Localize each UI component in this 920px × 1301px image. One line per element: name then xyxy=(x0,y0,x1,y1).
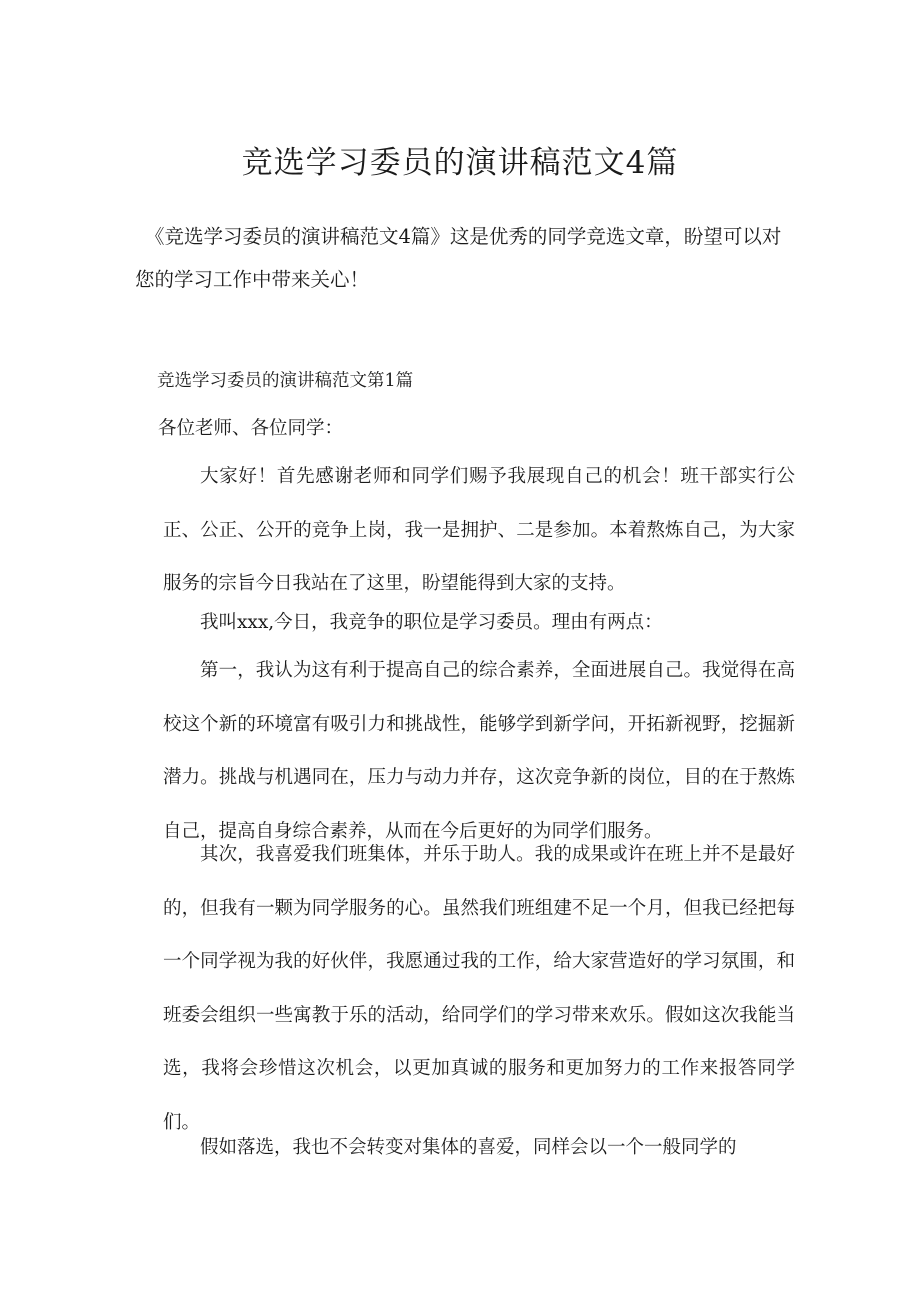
document-title: 竞选学习委员的演讲稿范文4篇 xyxy=(241,145,679,181)
body-paragraph: 假如落选，我也不会转变对集体的喜爱，同样会以一个一般同学的 xyxy=(200,1137,737,1158)
body-paragraph: 大家好！首先感谢老师和同学们赐予我展现自己的机会！班干部实行公正、公正、公开的竞争上岗，我一是拥护、二是参加。本着熬炼自己，为大家服务的宗旨今日我站在了这里，盼望能得到大家的支持。 xyxy=(163,466,795,594)
intro-paragraph: 《竞选学习委员的演讲稿范文4篇》这是优秀的同学竞选文章，盼望可以对您的学习工作中带来关心！ xyxy=(135,225,782,291)
salutation: 各位老师、各位同学： xyxy=(158,418,344,439)
body-paragraph: 其次，我喜爱我们班集体，并乐于助人。我的成果或许在班上并不是最好的，但我有一颗为同学服务的心。虽然我们班组建不足一个月，但我已经把每一个同学视为我的好伙伴，我愿通过我的工作，给大家营造好的学习氛围，和班委会组织一些寓教于乐的活动，给同学们的学习带来欢乐。假如这次我能当选，我将会珍惜这次机会，以更加真诚的服务和更加努力的工作来报答同学们。 xyxy=(163,844,795,1133)
body-paragraph: 第一，我认为这有利于提高自己的综合素养，全面进展自己。我觉得在高校这个新的环境富有吸引力和挑战性，能够学到新学问，开拓新视野，挖掘新潜力。挑战与机遇同在，压力与动力并存，这次竞争新的岗位，目的在于熬炼自己，提高自身综合素养，从而在今后更好的为同学们服务。 xyxy=(163,660,795,842)
body-paragraph: 我叫xxx,今日，我竞争的职位是学习委员。理由有两点： xyxy=(200,612,663,633)
section-heading: 竞选学习委员的演讲稿范文第1篇 xyxy=(157,371,414,391)
